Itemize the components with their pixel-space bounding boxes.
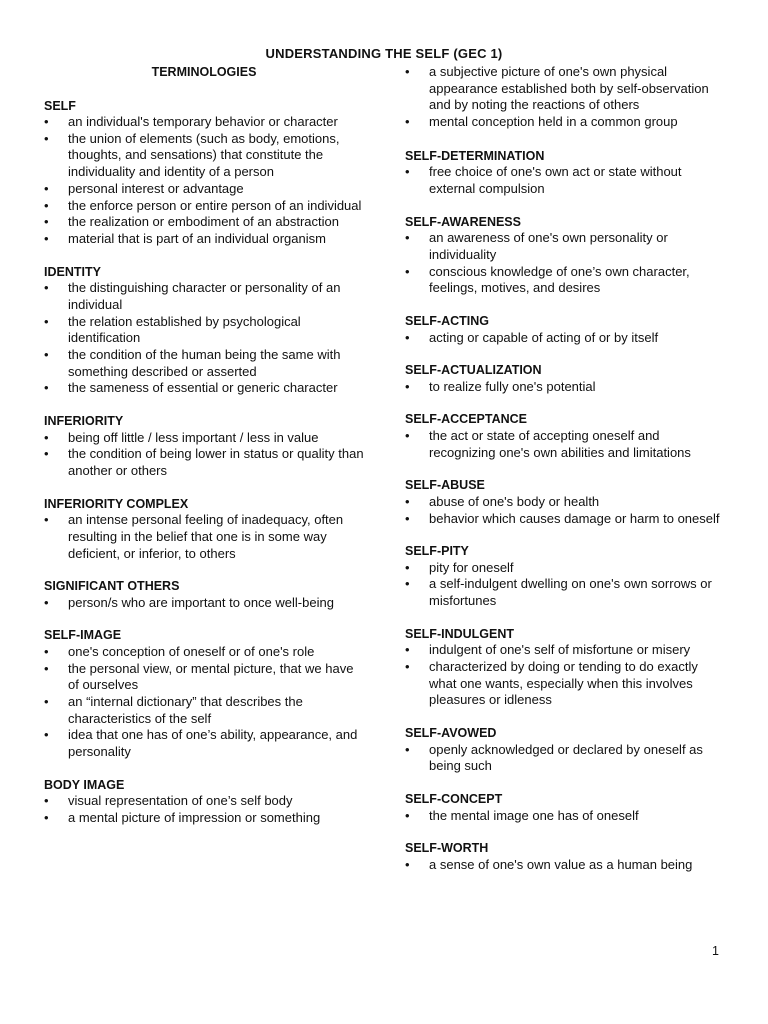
definition-list bbox=[44, 512, 364, 562]
definition-list bbox=[44, 644, 364, 761]
bullet-icon: • bbox=[44, 197, 49, 213]
definition-item bbox=[405, 64, 725, 114]
definition-list bbox=[405, 642, 725, 709]
definition-item bbox=[44, 214, 364, 231]
definition-item bbox=[405, 428, 725, 461]
bullet-icon: • bbox=[405, 263, 410, 279]
term-heading: SELF-PITY bbox=[405, 544, 469, 559]
bullet-icon: • bbox=[44, 810, 49, 826]
definition-list bbox=[405, 857, 725, 874]
definition-item bbox=[405, 264, 725, 297]
term-block-inferiority-complex bbox=[44, 496, 364, 563]
term-block-self-indulgent bbox=[405, 626, 725, 709]
definition-item bbox=[44, 131, 364, 181]
bullet-icon: • bbox=[44, 180, 49, 196]
definition-item bbox=[405, 114, 725, 131]
term-block-significant-others bbox=[44, 578, 364, 611]
definition-text: one's conception of oneself or of one's role bbox=[68, 643, 315, 659]
bullet-icon: • bbox=[405, 164, 410, 180]
definition-list bbox=[44, 595, 364, 612]
definition-list bbox=[405, 230, 725, 297]
definition-text: an “internal dictionary” that describes the characteristics of the self bbox=[68, 694, 303, 726]
term-block-self-acceptance bbox=[405, 411, 725, 461]
definition-text: the enforce person or entire person of an individual bbox=[68, 197, 362, 213]
bullet-icon: • bbox=[405, 378, 410, 394]
term-heading: SELF-ACTUALIZATION bbox=[405, 363, 542, 378]
bullet-icon: • bbox=[44, 280, 49, 296]
definition-text: the realization or embodiment of an abstraction bbox=[68, 214, 339, 230]
definition-list bbox=[405, 742, 725, 775]
bullet-icon: • bbox=[44, 429, 49, 445]
bullet-icon: • bbox=[44, 380, 49, 396]
definition-item bbox=[44, 810, 364, 827]
term-heading: SELF-AWARENESS bbox=[405, 214, 521, 229]
definition-item bbox=[44, 114, 364, 131]
definition-text: a sense of one's own value as a human being bbox=[429, 856, 693, 872]
definition-text: an intense personal feeling of inadequacy, often resulting in the belief that one is in some way deficient, or inferior, to others bbox=[68, 512, 344, 561]
definition-text: a mental picture of impression or something bbox=[68, 810, 321, 826]
definition-item bbox=[44, 430, 364, 447]
definition-list bbox=[405, 428, 725, 461]
term-block-self-pity bbox=[405, 543, 725, 610]
page-number: 1 bbox=[712, 944, 719, 958]
definition-text: the act or state of accepting oneself and recognizing one's own abilities and limitations bbox=[429, 427, 691, 460]
definition-list bbox=[405, 164, 725, 197]
term-heading: BODY IMAGE bbox=[44, 777, 125, 792]
definition-item bbox=[405, 230, 725, 263]
definition-text: a subjective picture of one's own physical appearance established both by self-observation and by noting the reactions of others bbox=[429, 64, 709, 113]
right-column bbox=[405, 64, 725, 873]
bullet-icon: • bbox=[44, 230, 49, 246]
term-block-self-awareness bbox=[405, 214, 725, 297]
definition-list bbox=[405, 379, 725, 396]
definition-item bbox=[44, 661, 364, 694]
term-block-identity bbox=[44, 264, 364, 397]
term-block-self-avowed bbox=[405, 725, 725, 775]
bullet-icon: • bbox=[44, 214, 49, 230]
bullet-icon: • bbox=[405, 114, 410, 130]
definition-item bbox=[44, 231, 364, 248]
definition-text: being off little / less important / less in value bbox=[68, 429, 319, 445]
definition-item bbox=[405, 659, 725, 709]
definition-item bbox=[405, 330, 725, 347]
definition-text: openly acknowledged or declared by oneself as being such bbox=[429, 741, 703, 774]
term-block-inferiority bbox=[44, 413, 364, 480]
term-heading: IDENTITY bbox=[44, 264, 101, 279]
term-heading: SELF bbox=[44, 98, 76, 113]
definition-item bbox=[44, 727, 364, 760]
bullet-icon: • bbox=[405, 510, 410, 526]
definition-item bbox=[44, 198, 364, 215]
definition-text: idea that one has of one’s ability, appearance, and personality bbox=[68, 727, 358, 760]
definition-item bbox=[405, 742, 725, 775]
term-heading: SELF-CONCEPT bbox=[405, 792, 503, 807]
term-block-self bbox=[44, 98, 364, 248]
definition-text: to realize fully one's potential bbox=[429, 378, 596, 394]
definition-item bbox=[44, 793, 364, 810]
term-heading: SELF-INDULGENT bbox=[405, 626, 515, 641]
definition-item bbox=[44, 694, 364, 727]
term-block-self-abuse bbox=[405, 477, 725, 527]
bullet-icon: • bbox=[44, 114, 49, 129]
definition-item bbox=[405, 808, 725, 825]
bullet-icon: • bbox=[405, 230, 410, 246]
term-heading: INFERIORITY COMPLEX bbox=[44, 496, 189, 511]
definition-text: the union of elements (such as body, emotions, thoughts, and sensations) that constitute the individuality and identity of a person bbox=[68, 130, 340, 180]
definition-item bbox=[44, 380, 364, 397]
bullet-icon: • bbox=[44, 594, 49, 610]
definition-item bbox=[44, 512, 364, 562]
term-heading: SELF-AVOWED bbox=[405, 726, 497, 741]
definition-text: indulgent of one's self of misfortune or misery bbox=[429, 642, 691, 658]
definition-list bbox=[44, 793, 364, 826]
term-heading: SELF-ACCEPTANCE bbox=[405, 412, 527, 427]
bullet-icon: • bbox=[44, 643, 49, 659]
definition-text: the relation established by psychological identification bbox=[68, 313, 301, 346]
definition-list bbox=[405, 330, 725, 347]
definition-list bbox=[44, 430, 364, 480]
bullet-icon: • bbox=[405, 807, 410, 823]
bullet-icon: • bbox=[44, 793, 49, 809]
left-term-list bbox=[44, 98, 364, 827]
body-image-continuation-list bbox=[405, 64, 725, 131]
definition-item bbox=[44, 446, 364, 479]
term-heading: SELF-ABUSE bbox=[405, 478, 485, 493]
bullet-icon: • bbox=[405, 493, 410, 509]
definition-text: the sameness of essential or generic character bbox=[68, 380, 338, 396]
definition-item bbox=[405, 494, 725, 511]
bullet-icon: • bbox=[405, 741, 410, 757]
definition-list bbox=[405, 494, 725, 527]
bullet-icon: • bbox=[44, 660, 49, 676]
definition-item bbox=[405, 642, 725, 659]
definition-text: material that is part of an individual organism bbox=[68, 230, 326, 246]
term-block-self-acting bbox=[405, 313, 725, 346]
bullet-icon: • bbox=[44, 446, 49, 462]
bullet-icon: • bbox=[405, 427, 410, 443]
definition-text: the condition of being lower in status or quality than another or others bbox=[68, 446, 364, 478]
definition-text: personal interest or advantage bbox=[68, 180, 244, 196]
left-column bbox=[44, 64, 364, 827]
definition-item bbox=[405, 857, 725, 874]
definition-text: characterized by doing or tending to do exactly what one wants, especially when this involves pleasures or idleness bbox=[429, 659, 698, 708]
term-heading: SELF-WORTH bbox=[405, 841, 489, 856]
bullet-icon: • bbox=[44, 512, 49, 528]
definition-item bbox=[44, 280, 364, 313]
bullet-icon: • bbox=[44, 727, 49, 743]
definition-text: the mental image one has of oneself bbox=[429, 807, 639, 823]
definition-item bbox=[44, 314, 364, 347]
term-block-self-image bbox=[44, 627, 364, 760]
definition-list bbox=[44, 280, 364, 397]
bullet-icon: • bbox=[405, 329, 410, 345]
term-block-self-worth bbox=[405, 840, 725, 873]
definition-text: visual representation of one’s self body bbox=[68, 793, 293, 809]
definition-item bbox=[405, 164, 725, 197]
term-heading: SELF-IMAGE bbox=[44, 628, 122, 643]
term-heading: SELF-DETERMINATION bbox=[405, 148, 545, 163]
document-title: UNDERSTANDING THE SELF (GEC 1) bbox=[265, 46, 503, 61]
term-block-self-concept bbox=[405, 791, 725, 824]
definition-text: the condition of the human being the same with something described or asserted bbox=[68, 346, 341, 379]
definition-text: an awareness of one's own personality or individuality bbox=[429, 230, 668, 262]
definition-item bbox=[405, 379, 725, 396]
definition-text: pity for oneself bbox=[429, 559, 514, 575]
definition-item bbox=[405, 560, 725, 577]
definition-text: an individual's temporary behavior or character bbox=[68, 114, 338, 129]
definition-text: mental conception held in a common group bbox=[429, 114, 678, 130]
definition-text: behavior which causes damage or harm to oneself bbox=[429, 510, 720, 526]
definition-text: conscious knowledge of one’s own character, feelings, motives, and desires bbox=[429, 263, 690, 296]
terminologies-heading: TERMINOLOGIES bbox=[151, 65, 257, 79]
bullet-icon: • bbox=[405, 559, 410, 575]
definition-item bbox=[44, 595, 364, 612]
term-heading: INFERIORITY bbox=[44, 414, 124, 429]
bullet-icon: • bbox=[44, 346, 49, 362]
definition-text: abuse of one's body or health bbox=[429, 493, 600, 509]
definition-item bbox=[44, 181, 364, 198]
definition-item bbox=[405, 511, 725, 528]
bullet-icon: • bbox=[405, 64, 410, 79]
definition-text: free choice of one's own act or state without external compulsion bbox=[429, 164, 682, 197]
definition-text: person/s who are important to once well-being bbox=[68, 594, 334, 610]
definition-item bbox=[44, 644, 364, 661]
definition-list bbox=[405, 560, 725, 610]
term-heading: SIGNIFICANT OTHERS bbox=[44, 579, 180, 594]
definition-text: a self-indulgent dwelling on one's own sorrows or misfortunes bbox=[429, 576, 712, 609]
right-term-list bbox=[405, 148, 725, 874]
bullet-icon: • bbox=[44, 694, 49, 710]
definition-text: the personal view, or mental picture, that we have of ourselves bbox=[68, 660, 354, 693]
bullet-icon: • bbox=[44, 130, 49, 146]
term-block-self-determination bbox=[405, 148, 725, 198]
bullet-icon: • bbox=[405, 576, 410, 592]
bullet-icon: • bbox=[405, 659, 410, 675]
term-heading: SELF-ACTING bbox=[405, 314, 490, 329]
definition-list bbox=[44, 114, 364, 248]
term-block-self-actualization bbox=[405, 362, 725, 395]
bullet-icon: • bbox=[44, 313, 49, 329]
definition-list bbox=[405, 808, 725, 825]
bullet-icon: • bbox=[405, 856, 410, 872]
definition-text: acting or capable of acting of or by itself bbox=[429, 329, 659, 345]
bullet-icon: • bbox=[405, 642, 410, 658]
definition-text: the distinguishing character or personality of an individual bbox=[68, 280, 341, 312]
definition-item bbox=[44, 347, 364, 380]
term-block-body-image bbox=[44, 777, 364, 827]
definition-item bbox=[405, 576, 725, 609]
